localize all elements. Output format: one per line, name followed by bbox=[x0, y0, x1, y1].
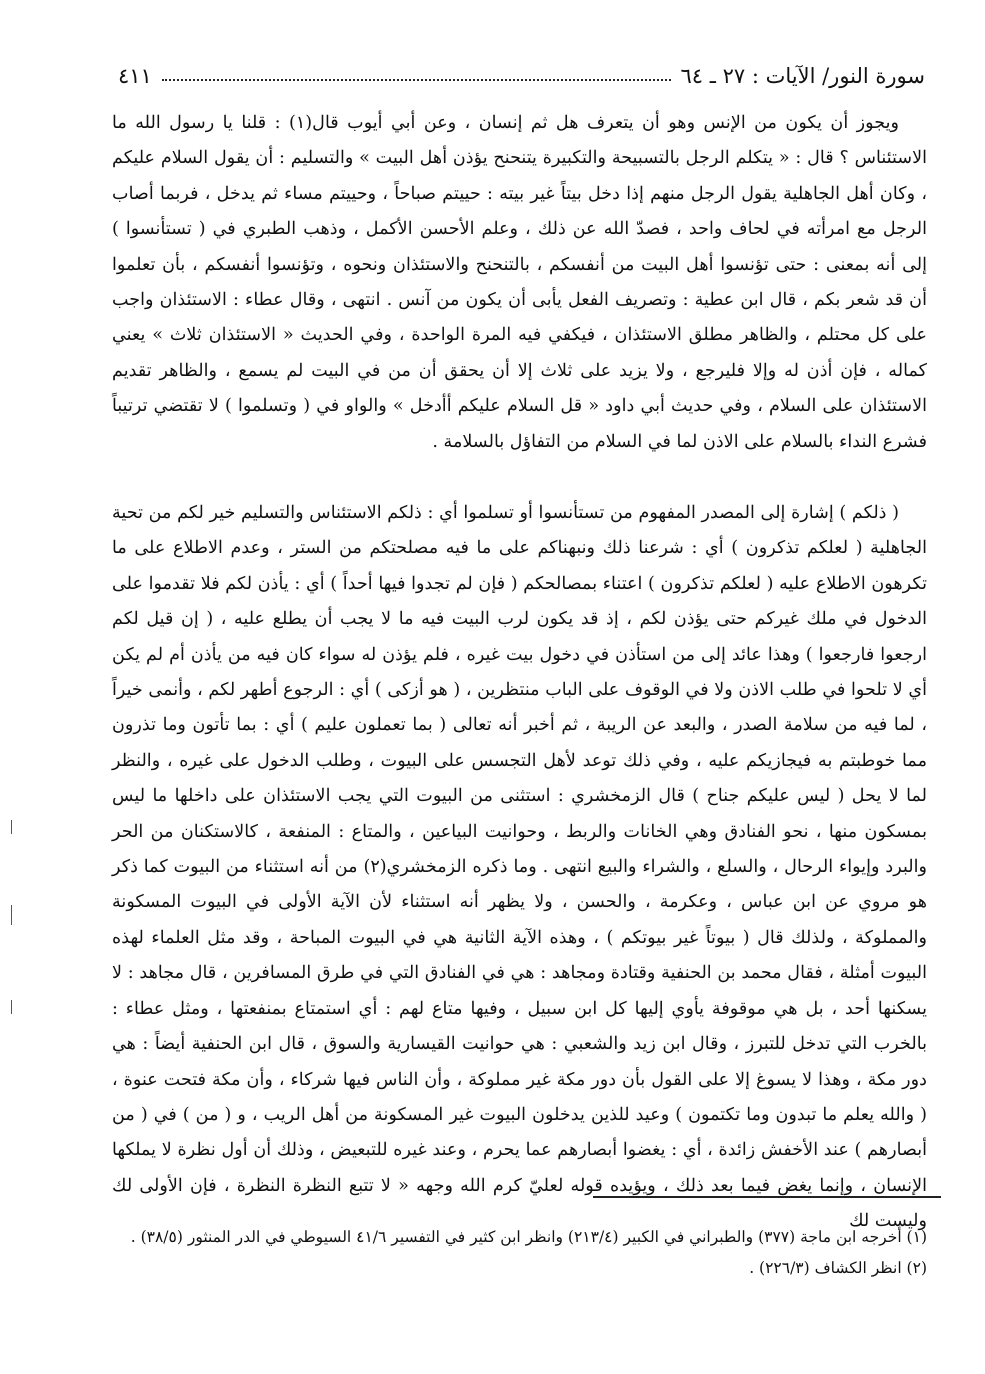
paragraph-text: ( ذلكم ) إشارة إلى المصدر المفهوم من تستأنسوا أو تسلموا أي : ذلكم الاستئناس والتسليم خير لكم من تحية الجاهلية ( لعلكم تذكرون ) أي : شرعنا ذلك ونبهناكم على ما فيه مصلحتكم من الستر ، وعدم الاطلاع على ما تكرهون الاطلاع عليه ( لعلكم تذكرون ) اعتناء بمصالحكم ( فإن لم تجدوا فيها أحداً ) أي : يأذن لكم فلا تقدموا على الدخول في ملك غيركم حتى يؤذن لكم ، إذ قد يكون لرب البيت فيه ما لا يجب أن يطلع عليه ، ( إن قيل لكم ارجعوا فارجعوا ) وهذا عائد إلى من استأذن في دخول بيت غيره ، فلم يؤذن له سواء كان فيه من يأذن أم لم يكن أي لا تلحوا في طلب الاذن ولا في الوقوف على الباب منتظرين ، ( هو أزكى ) أي : الرجوع أطهر لكم ، وأنمى خيراً ، لما فيه من سلامة الصدر ، والبعد عن الريبة ، ثم أخبر أنه تعالى ( بما تعملون عليم ) أي : بما تأتون وما تذرون مما خوطبتم به فيجازيكم عليه ، وفي ذلك توعد لأهل التجسس على البيوت ، وطلب الدخول على غيره ، والنظر لما لا يحل ( ليس عليكم جناح ) قال الزمخشري : استثنى من البيوت التي يجب الاستئذان على داخلها ما ليس بمسكون منها ، نحو الفنادق وهي الخانات والربط ، وحوانيت البياعين ، والمتاع : المنفعة ، كالاستكنان من الحر والبرد وإيواء الرحال ، والسلع ، والشراء والبيع انتهى . وما ذكره الزمخشري(٢) من أنه استثناء من البيوت كما ذكر هو مروي عن ابن عباس ، وعكرمة ، والحسن ، ولا يظهر أنه استثناء لأن الآية الأولى في البيوت المسكونة والمملوكة ، ولذلك قال ( بيوتاً غير بيوتكم ) ، وهذه الآية الثانية هي في البيوت المباحة ، وقد مثل العلماء لهذه البيوت أمثلة ، فقال محمد بن الحنفية وقتادة ومجاهد : هي في الفنادق التي في طرق المسافرين ، قال مجاهد : لا يسكنها أحد ، بل هي موقوفة يأوي إليها كل ابن سبيل ، وفيها متاع لهم : أي استمتاع بمنفعتها ، ومثل عطاء : بالخرب التي تدخل للتبرز ، وقال ابن زيد والشعبي : هي حوانيت القيسارية والسوق ، قال ابن الحنفية أيضاً : هي دور مكة ، وهذا لا يسوغ إلا على القول بأن دور مكة غير مملوكة ، وأن الناس فيها شركاء ، وأن مكة فتحت عنوة ، ( والله يعلم ما تبدون وما تكتمون ) وعيد للذين يدخلون البيوت غير المسكونة من أهل الريب ، و ( من ) في ( من أبصارهم ) عند الأخفش زائدة ، أي : يغضوا أبصارهم عما يحرم ، وعند غيره للتبعيض ، وذلك أن أول نظرة لا يملكها الإنسان ، وإنما يغض فيما بعد ذلك ، ويؤيده قوله لعليّ كرم الله وجهه « لا تتبع النظرة النظرة ، فإن الأولى لك وليست لك bbox=[112, 503, 927, 1232]
scan-margin-mark bbox=[11, 905, 12, 925]
page-number: ٤١١ bbox=[118, 64, 152, 88]
paragraph-1 bbox=[112, 106, 927, 460]
running-header bbox=[118, 60, 925, 92]
footnotes bbox=[112, 1222, 927, 1284]
paragraph-2 bbox=[112, 496, 927, 1240]
header-dot-leader bbox=[162, 79, 671, 81]
scan-margin-mark bbox=[11, 1000, 12, 1014]
chapter-title: سورة النور/ الآيات : ٢٧ ـ ٦٤ bbox=[680, 64, 925, 88]
paragraph-text: ويجوز أن يكون من الإنس وهو أن يتعرف هل ثم إنسان ، وعن أبي أيوب قال(١) : قلنا يا رسول الله ما الاستئناس ؟ قال : « يتكلم الرجل بالتسبيحة والتكبيرة يتنحنح يؤذن أهل البيت » والتسليم : أن يقول السلام عليكم ، وكان أهل الجاهلية يقول الرجل منهم إذا دخل بيتاً غير بيته : حييتم صباحاً ، وحييتم مساء ثم يدخل ، فربما أصاب الرجل مع امرأته في لحاف واحد ، فصدّ الله عن ذلك ، وعلم الأحسن الأكمل ، وذهب الطبري في ( تستأنسوا ) إلى أنه بمعنى : حتى تؤنسوا أهل البيت من أنفسكم ، بالتنحنح والاستئذان ونحوه ، وتؤنسوا أنفسكم ، بأن تعلموا أن قد شعر بكم ، قال ابن عطية : وتصريف الفعل يأبى أن يكون من آنس . انتهى ، وقال عطاء : الاستئذان واجب على كل محتلم ، والظاهر مطلق الاستئذان ، فيكفي فيه المرة الواحدة ، وفي الحديث « الاستئذان ثلاث » يعني كماله ، فإن أذن له وإلا فليرجع ، ولا يزيد على ثلاث إلا أن يحقق أن من في البيت لم يسمع ، والظاهر تقديم الاستئذان على السلام ، وفي حديث أبي داود « قل السلام عليكم أأدخل » والواو في ( وتسلموا ) لا تقتضي ترتيباً فشرع النداء بالسلام على الاذن لما في السلام من التفاؤل بالسلامة . bbox=[112, 113, 927, 452]
scan-margin-mark bbox=[11, 820, 12, 834]
footnote-separator bbox=[593, 1196, 941, 1198]
footnote-2: (٢) انظر الكشاف (٢٢٦/٣) . bbox=[749, 1259, 927, 1277]
footnote-1: (١) أخرجه ابن ماجة (٣٧٧) والطبراني في الكبير (٢١٣/٤) وانظر ابن كثير في التفسير ٤١/٦ السيوطي في الدر المنثور (٣٨/٥) . bbox=[130, 1228, 927, 1246]
